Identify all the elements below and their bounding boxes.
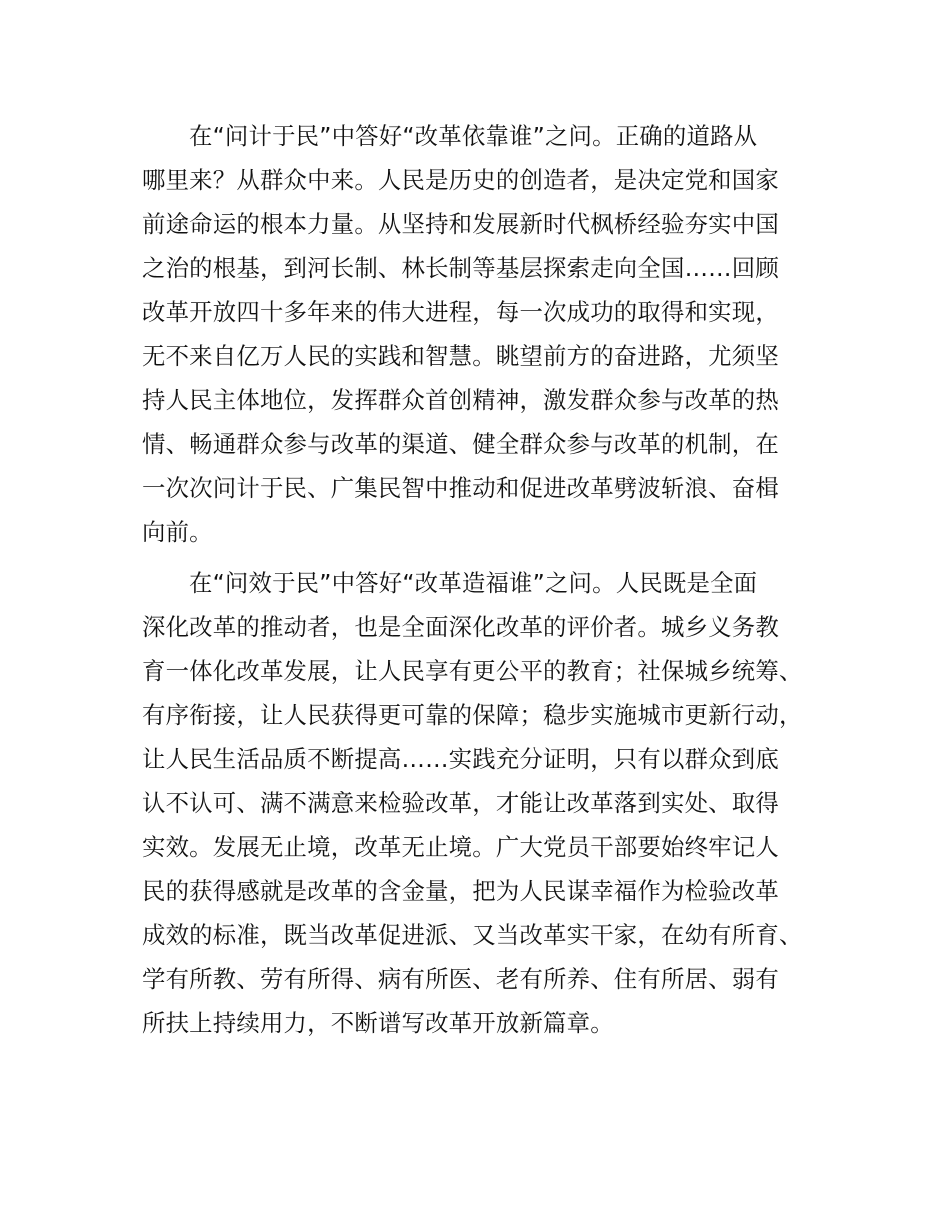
text-line: 所扶上持续用力，不断谱写改革开放新篇章。 bbox=[142, 1009, 614, 1037]
paragraph-ask-effects bbox=[142, 561, 838, 1045]
text-line: 前途命运的根本力量。从坚持和发展新时代枫桥经验夯实中国 bbox=[142, 210, 779, 238]
text-line: 向前。 bbox=[142, 518, 213, 546]
text-line: 持人民主体地位，发挥群众首创精神，激发群众参与改革的热 bbox=[142, 386, 779, 414]
text-line: 情、畅通群众参与改革的渠道、健全群众参与改革的机制，在 bbox=[142, 430, 779, 458]
text-line: 有序衔接，让人民获得更可靠的保障；稳步实施城市更新行动， bbox=[142, 701, 803, 729]
text-line: 深化改革的推动者，也是全面深化改革的评价者。城乡义务教 bbox=[142, 613, 779, 641]
text-line: 在“问效于民”中答好“改革造福谁”之问。人民既是全面 bbox=[189, 569, 758, 597]
text-line: 实效。发展无止境，改革无止境。广大党员干部要始终牢记人 bbox=[142, 833, 779, 861]
text-line: 之治的根基，到河长制、林长制等基层探索走向全国……回顾 bbox=[142, 254, 779, 282]
text-line: 让人民生活品质不断提高……实践充分证明，只有以群众到底 bbox=[142, 745, 779, 773]
document-page bbox=[142, 114, 838, 1045]
paragraph-ask-the-people bbox=[142, 114, 838, 554]
text-line: 民的获得感就是改革的含金量，把为人民谋幸福作为检验改革 bbox=[142, 877, 779, 905]
text-line: 改革开放四十多年来的伟大进程，每一次成功的取得和实现， bbox=[142, 298, 779, 326]
text-line: 育一体化改革发展，让人民享有更公平的教育；社保城乡统筹、 bbox=[142, 657, 803, 685]
text-line: 哪里来？从群众中来。人民是历史的创造者，是决定党和国家 bbox=[142, 166, 779, 194]
text-line: 成效的标准，既当改革促进派、又当改革实干家，在幼有所育、 bbox=[142, 921, 803, 949]
text-line: 一次次问计于民、广集民智中推动和促进改革劈波斩浪、奋楫 bbox=[142, 474, 779, 502]
text-line: 无不来自亿万人民的实践和智慧。眺望前方的奋进路，尤须坚 bbox=[142, 342, 779, 370]
text-line: 在“问计于民”中答好“改革依靠谁”之问。正确的道路从 bbox=[189, 122, 758, 150]
text-line: 学有所教、劳有所得、病有所医、老有所养、住有所居、弱有 bbox=[142, 965, 779, 993]
text-line: 认不认可、满不满意来检验改革，才能让改革落到实处、取得 bbox=[142, 789, 779, 817]
